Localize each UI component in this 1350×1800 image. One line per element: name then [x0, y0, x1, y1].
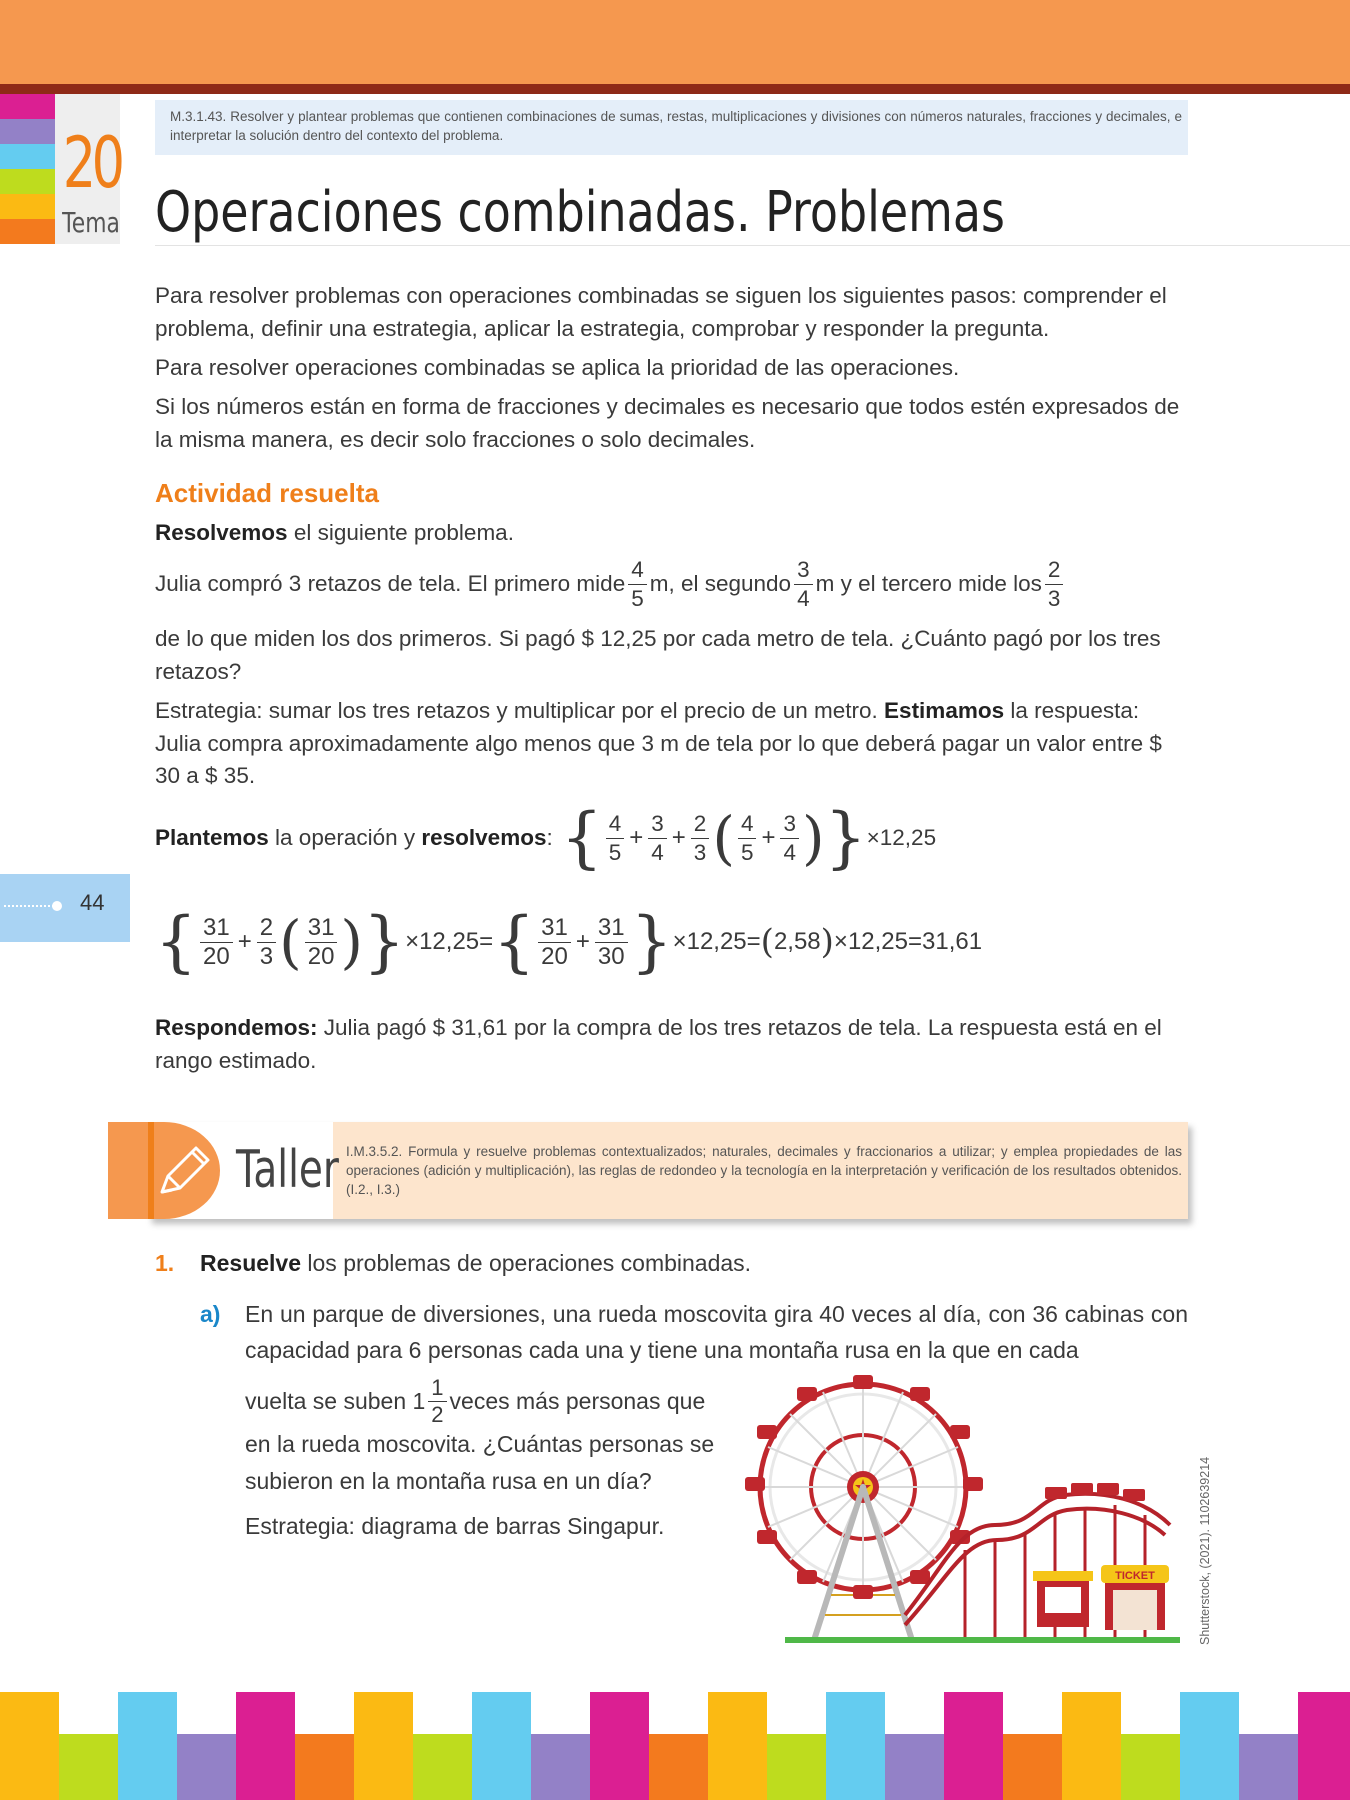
bottom-stripe	[826, 1692, 885, 1800]
fraction-denominator: 5	[631, 585, 644, 611]
eq2-mid-1: ×12,25=	[405, 928, 494, 955]
bottom-stripe	[1003, 1734, 1062, 1800]
strategy-paragraph	[155, 695, 1188, 793]
bottom-stripe	[118, 1692, 177, 1800]
answer-bold: Respondemos:	[155, 1015, 318, 1040]
fraction-denominator: 3	[693, 839, 707, 865]
fraction-first-piece	[628, 556, 647, 613]
exercise-verb: Resuelve	[200, 1250, 302, 1276]
fraction-denominator: 3	[259, 942, 274, 970]
answer-paragraph	[155, 1012, 1188, 1077]
sub-item-text-1: En un parque de diversiones, una rueda moscovita gira 40 veces al día, con 36 cabinas con capacidad para 6 personas cada una y tiene una montaña rusa en la que en cada	[245, 1301, 1188, 1363]
bottom-stripe	[1239, 1734, 1298, 1800]
page-title: Operaciones combinadas. Problemas	[155, 180, 1005, 245]
fraction-denominator: 4	[651, 839, 664, 865]
eq2-fraction-d	[538, 914, 571, 971]
bottom-stripe	[767, 1734, 826, 1800]
open-brace: {	[493, 903, 536, 980]
bottom-stripe	[590, 1692, 649, 1800]
ferris-wheel	[745, 1375, 983, 1637]
sub-text-part-b: veces más personas que	[449, 1388, 706, 1414]
fraction-denominator: 5	[740, 839, 754, 865]
mixed-fraction	[428, 1375, 446, 1428]
eq2-fraction-b	[257, 914, 276, 971]
exercise-number: 1.	[155, 1250, 175, 1276]
page-tab-dots	[4, 905, 58, 907]
intro-paragraph-1: Para resolver problemas con operaciones combinadas se siguen los siguientes pasos: comprender el problema, definir una estrategia, aplicar la estrategia, comprobar y responder la pregunta.	[155, 283, 1167, 341]
bottom-stripe	[531, 1734, 590, 1800]
fraction-numerator: 31	[595, 914, 628, 943]
sub-item-text-3: en la rueda moscovita. ¿Cuántas personas se	[245, 1431, 715, 1457]
fraction-numerator: 1	[428, 1375, 446, 1402]
close-paren: )	[820, 922, 834, 962]
problem-line-2: de lo que miden los dos primeros. Si pagó $ 12,25 por cada metro de tela. ¿Cuánto pagó por los tres retazos?	[155, 626, 1161, 684]
fraction-denominator: 4	[783, 839, 796, 865]
sub-item-letter: a)	[200, 1301, 221, 1327]
fraction-second-piece	[794, 556, 813, 613]
eq2-mid-2: ×12,25=	[672, 928, 761, 955]
close-brace: }	[630, 903, 673, 980]
eq1-tail: ×12,25	[866, 825, 937, 850]
open-paren: (	[279, 908, 302, 976]
plus-sign: +	[629, 824, 644, 851]
eq1-fraction-c	[691, 810, 710, 867]
exercise-instruction	[200, 1246, 751, 1280]
instruction-rest: el siguiente problema.	[287, 520, 514, 545]
fraction-numerator: 2	[1045, 556, 1064, 585]
fraction-numerator: 4	[606, 810, 625, 839]
tema-number: 20	[62, 122, 121, 204]
taller-indicator-text: I.M.3.5.2. Formula y resuelve problemas contextualizados; naturales, decimales y fraccionarios a utilizar; y emplea propiedades de las operaciones (adición y multiplicación), las reglas de redondeo y la tecnología en la interpretación y verificación de los resultados obtenidos. (I.2., I.3.)	[346, 1144, 1182, 1197]
eq2-fraction-c	[305, 914, 338, 971]
strategy-bold: Estimamos	[884, 698, 1005, 723]
fraction-denominator: 30	[597, 942, 625, 970]
plus-sign: +	[575, 928, 590, 955]
fraction-numerator: 2	[691, 810, 710, 839]
bottom-stripe	[944, 1692, 1003, 1800]
image-credit: Shutterstock, (2021). 1102639214	[1198, 1456, 1212, 1645]
eq2-fraction-a	[200, 914, 233, 971]
fraction-numerator: 2	[257, 914, 276, 943]
plant-colon: :	[546, 825, 553, 850]
problem-part-c: m y el tercero mide los	[815, 570, 1042, 596]
eq2-fraction-e	[595, 914, 628, 971]
pencil-icon	[150, 1138, 220, 1204]
coaster-cars	[1045, 1483, 1145, 1501]
exercise-rest: los problemas de operaciones combinadas.	[301, 1250, 752, 1276]
fraction-numerator: 31	[200, 914, 233, 943]
fraction-denominator: 3	[1047, 585, 1061, 611]
equation-solution	[155, 904, 982, 980]
tema-color-stripes	[0, 94, 55, 244]
title-divider	[155, 245, 1350, 246]
ticket-sign: TICKET	[1115, 1570, 1155, 1582]
open-paren: (	[712, 804, 735, 872]
plant-mid: la operación y	[268, 825, 422, 850]
fraction-denominator: 2	[431, 1401, 444, 1427]
fraction-denominator: 20	[307, 942, 335, 970]
bottom-stripe	[354, 1692, 413, 1800]
activity-title: Actividad resuelta	[155, 478, 379, 508]
close-brace: }	[363, 903, 406, 980]
instruction-verb: Resolvemos	[155, 520, 288, 545]
fraction-numerator: 4	[738, 810, 757, 839]
close-paren: )	[802, 804, 825, 872]
bottom-stripe	[413, 1734, 472, 1800]
close-paren: )	[340, 908, 364, 976]
plus-sign: +	[237, 928, 252, 955]
open-brace: {	[560, 799, 603, 876]
plus-sign: +	[761, 824, 776, 851]
ticket-booth	[1101, 1565, 1169, 1630]
fraction-numerator: 31	[538, 914, 571, 943]
resolve-verb: resolvemos	[421, 825, 547, 850]
taller-label: Taller	[236, 1140, 339, 1200]
fraction-third-piece	[1045, 556, 1064, 613]
bottom-stripe	[295, 1734, 354, 1800]
amusement-park-illustration	[745, 1375, 1185, 1650]
problem-part-b: m, el segundo	[649, 570, 792, 596]
plus-sign: +	[671, 824, 686, 851]
bottom-stripe	[0, 1692, 59, 1800]
header-rule	[0, 84, 1350, 94]
bottom-stripe	[1298, 1692, 1350, 1800]
eq2-tail: ×12,25=31,61	[833, 928, 983, 955]
eq1-fraction-e	[780, 810, 799, 867]
fraction-denominator: 5	[608, 839, 622, 865]
sub-text-part-a: vuelta se suben 1	[245, 1388, 426, 1414]
sub-item-text-4: subieron en la montaña rusa en un día?	[245, 1468, 652, 1494]
bottom-stripe	[236, 1692, 295, 1800]
page-number: 44	[80, 890, 105, 915]
equation-setup	[155, 800, 936, 876]
plant-verb: Plantemos	[155, 825, 269, 850]
grass-strip	[785, 1637, 1180, 1643]
bottom-stripe	[885, 1734, 944, 1800]
bottom-stripe	[177, 1734, 236, 1800]
strategy-part-a: Estrategia: sumar los tres retazos y multiplicar por el precio de un metro.	[155, 698, 885, 723]
bottom-stripe	[59, 1734, 118, 1800]
fraction-numerator: 3	[780, 810, 799, 839]
tema-label: Tema	[62, 206, 120, 239]
bottom-stripe	[472, 1692, 531, 1800]
fraction-denominator: 20	[203, 942, 230, 970]
page-number-tab	[0, 874, 130, 942]
fraction-numerator: 4	[628, 556, 647, 585]
eq1-fraction-a	[606, 810, 625, 867]
booth	[1033, 1571, 1093, 1627]
bottom-stripe	[1121, 1734, 1180, 1800]
fraction-denominator: 20	[541, 942, 568, 970]
fraction-numerator: 31	[305, 914, 338, 943]
eq2-value: 2,58	[773, 928, 821, 955]
answer-rest: Julia pagó $ 31,61 por la compra de los tres retazos de tela. La respuesta está en el rango estimado.	[155, 1015, 1162, 1073]
bottom-stripe	[708, 1692, 767, 1800]
bottom-stripe	[1062, 1692, 1121, 1800]
sub-item-text-5: Estrategia: diagrama de barras Singapur.	[245, 1513, 665, 1539]
fraction-denominator: 4	[797, 585, 810, 611]
open-paren: (	[760, 922, 774, 962]
close-brace: }	[824, 799, 867, 876]
intro-paragraph-2: Para resolver operaciones combinadas se aplica la prioridad de las operaciones.	[155, 355, 960, 380]
header-band	[0, 0, 1350, 84]
page-tab-dot	[52, 901, 62, 911]
open-brace: {	[155, 903, 197, 980]
bottom-stripe	[1180, 1692, 1239, 1800]
bottom-stripe	[649, 1734, 708, 1800]
problem-line-1	[155, 552, 1188, 616]
eq1-fraction-d	[738, 810, 757, 867]
activity-instruction	[155, 517, 1188, 550]
fraction-numerator: 3	[794, 556, 813, 585]
competence-text: M.3.1.43. Resolver y plantear problemas que contienen combinaciones de sumas, restas, multiplicaciones y divisiones con números naturales, fracciones y decimales, e interpretar la solución dentro del contexto del problema.	[170, 109, 1182, 143]
problem-part-a: Julia compró 3 retazos de tela. El primero mide	[155, 570, 626, 596]
eq1-fraction-b	[648, 810, 667, 867]
fraction-numerator: 3	[648, 810, 667, 839]
sub-item-text-2	[245, 1371, 765, 1431]
bottom-decorative-stripes	[0, 1692, 1350, 1800]
strategy-part-b: la respuesta: Julia compra aproximadamente algo menos que 3 m de tela por lo que deberá pagar un valor entre $ 30 a $ 35.	[155, 698, 1162, 788]
intro-paragraph-3: Si los números están en forma de fracciones y decimales es necesario que todos estén expresados de la misma manera, es decir solo fracciones o solo decimales.	[155, 394, 1180, 452]
